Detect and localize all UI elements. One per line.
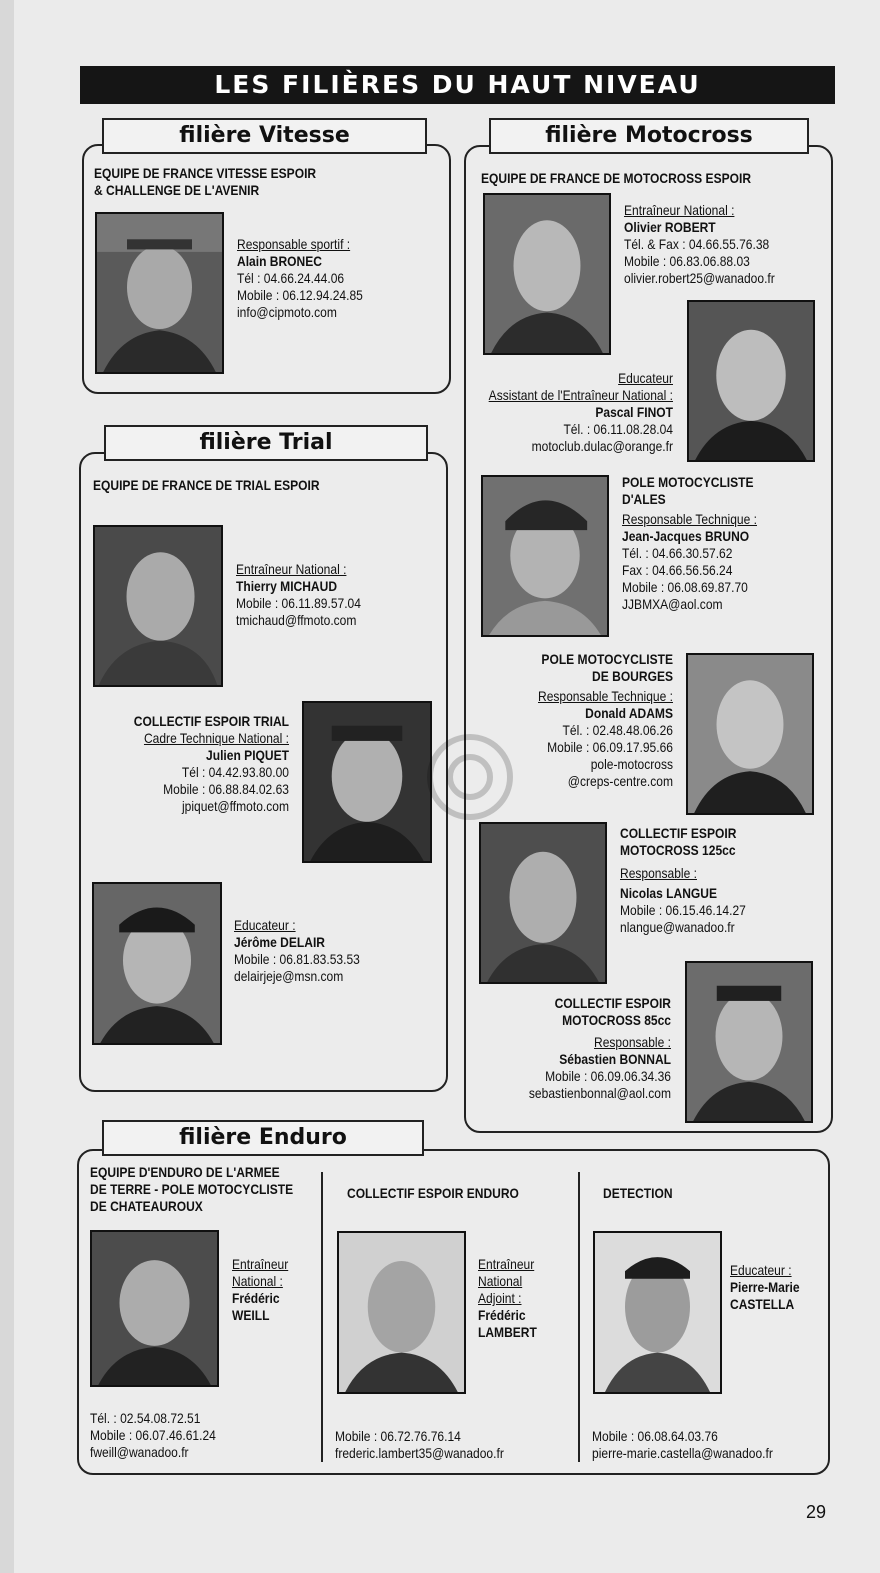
enduro-c2-team: COLLECTIF ESPOIR ENDURO (347, 1185, 519, 1201)
photo-pascal-finot (687, 300, 815, 462)
vitesse-team: EQUIPE DE FRANCE VITESSE ESPOIR & CHALLENGE DE L'AVENIR (94, 165, 317, 198)
enduro-c1-contact: Tél. : 02.54.08.72.51 Mobile : 06.07.46.61.24 fweill@wanadoo.fr (90, 1410, 216, 1460)
enduro-c2-role: Entraîneur National Adjoint : Frédéric LAMBERT (478, 1256, 537, 1340)
watermark-logo-icon (425, 732, 515, 822)
enduro-c1-role: Entraîneur National : Frédéric WEILL (232, 1256, 289, 1323)
photo-julien-piquet (302, 701, 432, 863)
vitesse-contact: Responsable sportif : Alain BRONEC Tél : 04.66.24.44.06 Mobile : 06.12.94.24.85 info@cipmoto.com (237, 236, 363, 320)
portrait-icon (687, 963, 811, 1121)
trial-contact-3: Educateur : Jérôme DELAIR Mobile : 06.81.83.53.53 delairjeje@msn.com (234, 917, 360, 984)
enduro-label: filière Enduro (102, 1120, 424, 1156)
enduro-c3-team: DETECTION (603, 1185, 673, 1201)
motocross-label: filière Motocross (489, 118, 809, 154)
enduro-c1-team: EQUIPE D'ENDURO DE L'ARMEE DE TERRE - POLE MOTOCYCLISTE DE CHATEAUROUX (90, 1164, 294, 1214)
photo-thierry-michaud (93, 525, 223, 687)
photo-alain-bronec (95, 212, 224, 374)
photo-sebastien-bonnal (685, 961, 813, 1123)
enduro-c3-role: Educateur : Pierre-Marie CASTELLA (730, 1262, 800, 1312)
portrait-icon (94, 884, 220, 1043)
page-spine (0, 0, 14, 1573)
photo-olivier-robert (483, 193, 611, 355)
enduro-divider-1 (321, 1172, 323, 1462)
motocross-contact-4: POLE MOTOCYCLISTE DE BOURGES Responsable Technique : Donald ADAMS Tél. : 02.48.48.06.26 Mobile : 06.09.17.95.66 pole-motocross @creps-centre.com (538, 651, 673, 789)
portrait-icon (481, 824, 605, 982)
motocross-contact-2: Educateur Assistant de l'Entraîneur National : Pascal FINOT Tél. : 06.11.08.28.04 motoclub.dulac@orange.fr (488, 370, 673, 454)
photo-frederic-weill (90, 1230, 219, 1387)
motocross-contact-1: Entraîneur National : Olivier ROBERT Tél. & Fax : 04.66.55.76.38 Mobile : 06.83.06.88.03 olivier.robert25@wanadoo.fr (624, 202, 775, 286)
enduro-divider-2 (578, 1172, 580, 1462)
motocross-contact-5: COLLECTIF ESPOIR MOTOCROSS 125cc Responsable : Nicolas LANGUE Mobile : 06.15.46.14.27 nlangue@wanadoo.fr (620, 825, 746, 935)
portrait-icon (304, 703, 430, 861)
portrait-icon (689, 302, 813, 460)
portrait-icon (483, 477, 607, 635)
page-title: LES FILIÈRES DU HAUT NIVEAU (80, 66, 835, 104)
trial-contact-2: COLLECTIF ESPOIR TRIAL Cadre Technique National : Julien PIQUET Tél : 04.42.93.80.00 Mobile : 06.88.84.02.63 jpiquet@ffmoto.com (133, 713, 289, 814)
motocross-team: EQUIPE DE FRANCE DE MOTOCROSS ESPOIR (481, 170, 752, 186)
trial-label: filière Trial (104, 425, 428, 461)
page-number: 29 (805, 1502, 826, 1522)
trial-team: EQUIPE DE FRANCE DE TRIAL ESPOIR (93, 477, 320, 493)
enduro-c2-contact: Mobile : 06.72.76.76.14 frederic.lambert35@wanadoo.fr (335, 1428, 504, 1461)
motocross-contact-6: COLLECTIF ESPOIR MOTOCROSS 85cc Responsable : Sébastien BONNAL Mobile : 06.09.06.34.36 sebastienbonnal@aol.com (528, 995, 671, 1101)
portrait-icon (97, 214, 222, 372)
photo-jean-jacques-bruno (481, 475, 609, 637)
portrait-icon (688, 655, 812, 813)
trial-contact-1: Entraîneur National : Thierry MICHAUD Mobile : 06.11.89.57.04 tmichaud@ffmoto.com (236, 561, 361, 628)
motocross-contact-3: POLE MOTOCYCLISTE D'ALES Responsable Technique : Jean-Jacques BRUNO Tél. : 04.66.30.57.62 Fax : 04.66.56.56.24 Mobile : 06.08.69.87.70 JJBMXA@aol.com (622, 474, 757, 612)
photo-nicolas-langue (479, 822, 607, 984)
portrait-icon (595, 1233, 720, 1392)
photo-donald-adams (686, 653, 814, 815)
photo-jerome-delair (92, 882, 222, 1045)
portrait-icon (95, 527, 221, 685)
enduro-c3-contact: Mobile : 06.08.64.03.76 pierre-marie.castella@wanadoo.fr (592, 1428, 773, 1461)
portrait-icon (92, 1232, 217, 1385)
portrait-icon (485, 195, 609, 353)
vitesse-label: filière Vitesse (102, 118, 427, 154)
photo-pierre-marie-castella (593, 1231, 722, 1394)
photo-frederic-lambert (337, 1231, 466, 1394)
portrait-icon (339, 1233, 464, 1392)
